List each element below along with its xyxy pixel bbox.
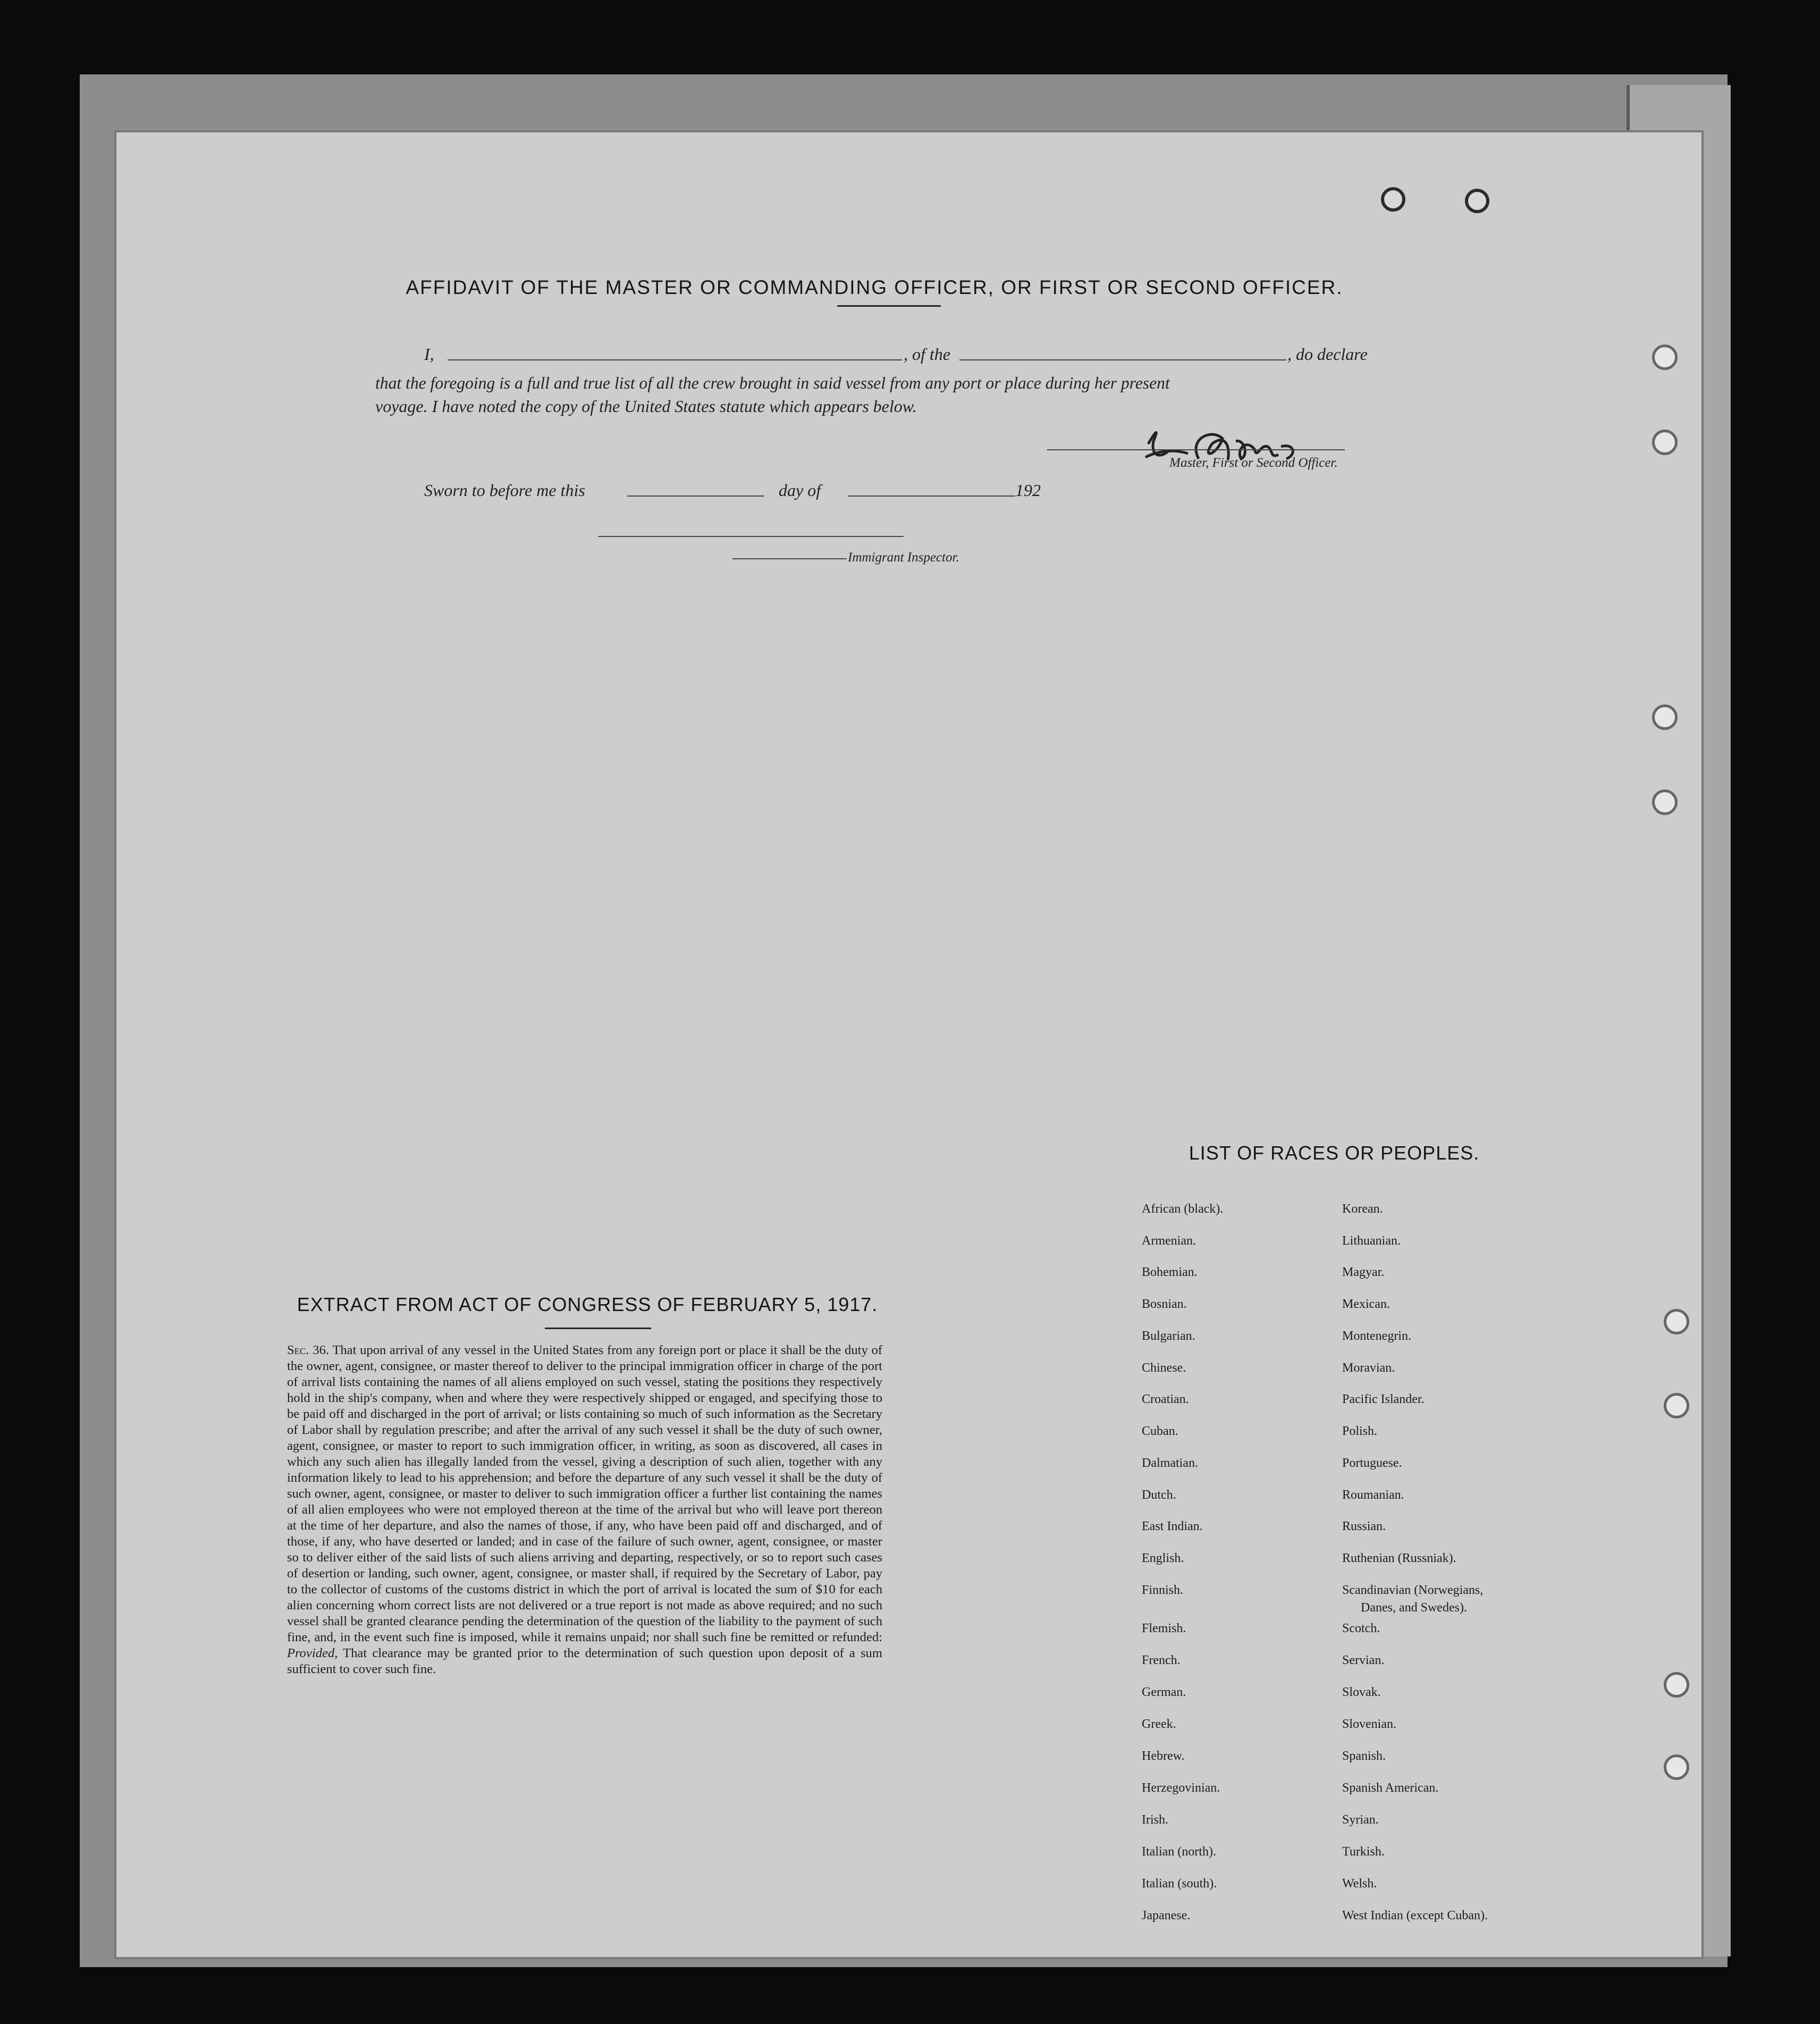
binder-hole-icon: [1652, 790, 1678, 815]
race-item: Ruthenian (Russniak).: [1342, 1551, 1456, 1565]
inspector-signature-line-2: [732, 558, 847, 559]
race-item: Greek.: [1142, 1717, 1176, 1731]
race-item: Lithuanian.: [1342, 1234, 1401, 1248]
affidavit-line-3: voyage. I have noted the copy of the United States statute which appears below.: [375, 397, 917, 416]
race-item: Magyar.: [1342, 1265, 1385, 1279]
race-item: German.: [1142, 1685, 1186, 1699]
race-item: Irish.: [1142, 1813, 1168, 1827]
race-item: Roumanian.: [1342, 1488, 1404, 1502]
sworn-month-field[interactable]: [848, 495, 1015, 497]
race-item: French.: [1142, 1653, 1181, 1667]
master-name-field[interactable]: [448, 359, 902, 360]
race-item: Slovak.: [1342, 1685, 1381, 1699]
race-item: Croatian.: [1142, 1392, 1189, 1406]
race-item: Servian.: [1342, 1653, 1385, 1667]
binder-hole-icon: [1664, 1393, 1689, 1418]
binder-hole-icon: [1652, 345, 1678, 370]
race-item: Portuguese.: [1342, 1456, 1402, 1470]
race-item: Herzegovinian.: [1142, 1781, 1220, 1795]
race-item: Finnish.: [1142, 1583, 1184, 1597]
affidavit-of-the: , of the: [904, 345, 950, 364]
affidavit-title: AFFIDAVIT OF THE MASTER OR COMMANDING OFFICER, OR FIRST OR SECOND OFFICER.: [406, 276, 1343, 298]
race-item: Russian.: [1342, 1519, 1386, 1533]
race-item: English.: [1142, 1551, 1184, 1565]
provided-word: Provided,: [287, 1646, 338, 1660]
binder-hole-icon: [1652, 704, 1678, 730]
extract-title: EXTRACT FROM ACT OF CONGRESS OF FEBRUARY 5, 1917.: [297, 1294, 878, 1315]
binder-hole-icon: [1652, 430, 1678, 455]
race-item: Scandinavian (Norwegians,: [1342, 1583, 1484, 1597]
race-item: Spanish American.: [1342, 1781, 1439, 1795]
extract-body-text: That upon arrival of any vessel in the United States from any foreign port or place it shall be the duty of the owner, agent, consignee, or master thereof to deliver to the principal immigration officer in charge of the port of arrival lists containing the names of all aliens employed on such vessel, stating the positions they respectively hold in the ship's company, when and where they were respectively shipped or engaged, and specifying those to be paid off and discharged in the port of arrival; or lists containing so much of such information as the Secretary of Labor shall by regulation prescribe; and after the arrival of any such vessel it shall be the duty of such owner, agent, consignee, or master to report to such immigration officer, in writing, as soon as discovered, all cases in which any such alien has illegally landed from the vessel, giving a description of such alien, together with any information likely to lead to his apprehension; and before the departure of any such vessel it shall be the duty of such owner, agent, consignee, or master to deliver to such immigration officer a further list containing the names of all alien employees who were not employed thereon at the time of the arrival but who will leave port thereon at the time of her departure, and also the names of those, if any, who have been paid off and discharged, and of those, if any, who have deserted or landed; and in case of the failure of such owner, agent, consignee, or master so to deliver either of the said lists of such aliens arriving and departing, respectively, or so to report such cases of desertion or landing, such owner, agent, consignee, or master shall, if required by the Secretary of Labor, pay to the collector of customs of the customs district in which the port of arrival is located the sum of $10 for each alien concerning whom correct lists are not delivered or a true report is not made as above required; and no such vessel shall be granted clearance pending the determination of the question of the liability to the payment of such fine, and, in the event such fine is imposed, while it remains unpaid; nor shall such fine be remitted or refunded:: [287, 1343, 882, 1644]
race-item: Armenian.: [1142, 1234, 1196, 1248]
inspector-signature-line[interactable]: [598, 536, 904, 537]
inspector-caption: Immigrant Inspector.: [848, 550, 959, 565]
race-item: Flemish.: [1142, 1622, 1186, 1635]
race-item: Mexican.: [1342, 1297, 1390, 1311]
race-item: Italian (north).: [1142, 1845, 1216, 1859]
race-item: Pacific Islander.: [1342, 1392, 1425, 1406]
vessel-name-field[interactable]: [959, 359, 1286, 360]
race-item: Bosnian.: [1142, 1297, 1187, 1311]
race-item: Japanese.: [1142, 1909, 1191, 1922]
race-item: Bulgarian.: [1142, 1329, 1195, 1343]
race-item: Bohemian.: [1142, 1265, 1198, 1279]
race-item: East Indian.: [1142, 1519, 1203, 1533]
race-item: Montenegrin.: [1342, 1329, 1411, 1343]
signature-line: [1047, 449, 1345, 450]
binder-hole-icon: [1664, 1754, 1689, 1780]
punch-hole-icon: [1465, 189, 1489, 213]
punch-hole-icon: [1381, 187, 1405, 212]
race-item: Cuban.: [1142, 1424, 1178, 1438]
title-rule: [837, 305, 941, 307]
race-item: Syrian.: [1342, 1813, 1379, 1827]
day-of-text: day of: [779, 481, 821, 500]
race-item: Korean.: [1342, 1202, 1383, 1216]
extract-body-end: That clearance may be granted prior to the determination of such question upon deposit of a sum sufficient to cover such fine.: [287, 1646, 882, 1676]
race-item: Turkish.: [1342, 1845, 1385, 1859]
year-text: 192: [1015, 481, 1041, 500]
extract-title-rule: [545, 1328, 651, 1329]
binder-hole-icon: [1664, 1672, 1689, 1698]
race-item: Italian (south).: [1142, 1877, 1217, 1891]
race-item: Scotch.: [1342, 1622, 1380, 1635]
sworn-day-field[interactable]: [627, 495, 764, 497]
race-item: Moravian.: [1342, 1361, 1395, 1375]
race-item: Hebrew.: [1142, 1749, 1185, 1763]
race-item: Slovenian.: [1342, 1717, 1396, 1731]
signature-caption: Master, First or Second Officer.: [1169, 456, 1338, 470]
race-item: Spanish.: [1342, 1749, 1386, 1763]
races-title: LIST OF RACES OR PEOPLES.: [1189, 1142, 1480, 1164]
race-item: Dutch.: [1142, 1488, 1176, 1502]
race-item: Dalmatian.: [1142, 1456, 1198, 1470]
race-continuation: Danes, and Swedes).: [1361, 1601, 1467, 1615]
race-item: Polish.: [1342, 1424, 1378, 1438]
section-label: Sec. 36.: [287, 1343, 330, 1357]
affidavit-line-2: that the foregoing is a full and true list of all the crew brought in said vessel from any port or place during her present: [375, 374, 1170, 392]
race-item: Welsh.: [1342, 1877, 1377, 1891]
affidavit-do-declare: , do declare: [1287, 345, 1368, 364]
race-item: Chinese.: [1142, 1361, 1186, 1375]
sworn-text: Sworn to before me this: [424, 481, 585, 500]
race-item: African (black).: [1142, 1202, 1224, 1216]
race-item: West Indian (except Cuban).: [1342, 1909, 1488, 1922]
binder-hole-icon: [1664, 1309, 1689, 1334]
affidavit-i: I,: [424, 345, 434, 364]
extract-body: [287, 1342, 882, 1677]
